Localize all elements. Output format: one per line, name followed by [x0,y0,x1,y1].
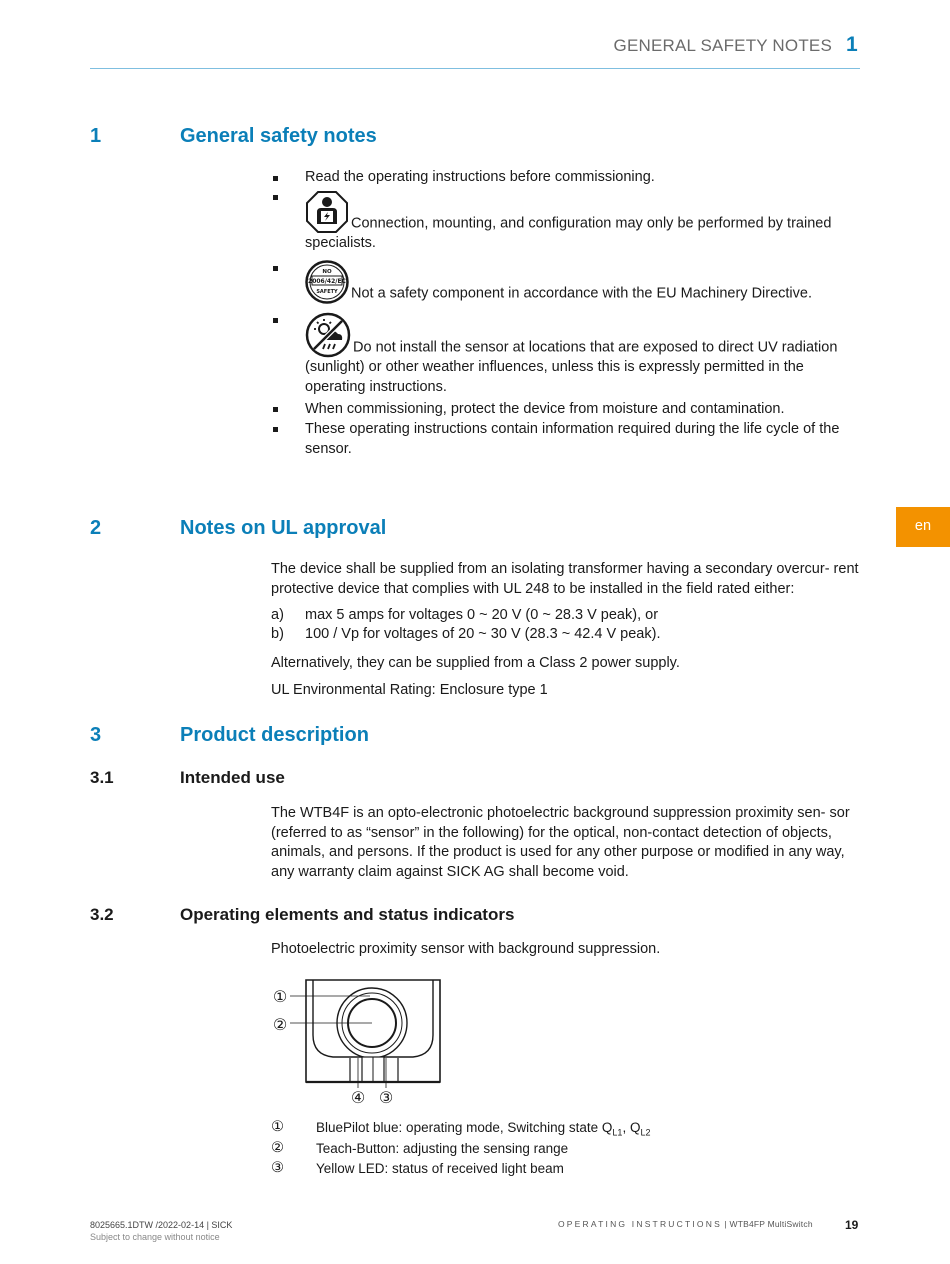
ul-rating-paragraph: UL Environmental Rating: Enclosure type 1 [271,682,548,698]
list-item: 100 / Vp for voltages of 20 ~ 30 V (28.3 ~ 42.4 V peak). [305,626,661,642]
page-number: 19 [845,1218,859,1232]
operating-elements-paragraph: Photoelectric proximity sensor with background suppression. [271,941,661,957]
bullet-marker [273,427,278,432]
ul-intro-paragraph: The device shall be supplied from an isolating transformer having a secondary overcur- rent protective device that complies with UL 248 to be installed in the field rated either: [271,561,859,597]
header-divider [90,68,860,69]
bullet-item [305,260,861,304]
bullet-marker [273,318,278,323]
footer-notice: Subject to change without notice [90,1232,220,1242]
section-1-title: General safety notes [180,125,377,147]
sensor-diagram [268,975,448,1110]
bullet-item: These operating instructions contain information required during the life cycle of the sensor. [305,421,840,457]
section-2-number: 2 [90,517,102,539]
section-3-number: 3 [90,724,102,746]
list-label: b) [271,626,284,642]
list-label: a) [271,607,284,623]
subsection-3-2-title: Operating elements and status indicators [180,905,515,924]
bullet-marker [273,195,278,200]
bullet-item [305,190,861,254]
figure-callout: ③ [378,1088,394,1107]
section-2-title: Notes on UL approval [180,517,387,539]
bullet-item: Read the operating instructions before commissioning. [305,169,655,185]
bullet-item-text: Do not install the sensor at locations that are exposed to direct UV radiation (sunlight) or other weather influences, unless this is expressly permitted in the operating instructions. [305,339,838,395]
icon-text: NO [322,269,332,275]
figure-callout: ① [272,987,288,1006]
ul-alternative-paragraph: Alternatively, they can be supplied from a Class 2 power supply. [271,655,680,671]
footer-center [558,1219,813,1229]
bullet-marker [273,176,278,181]
figure-callout: ④ [350,1088,366,1107]
list-item: max 5 amps for voltages 0 ~ 20 V (0 ~ 28.3 V peak), or [305,607,659,623]
bullet-marker [273,266,278,271]
language-tab[interactable] [896,507,950,547]
footer-product: | WTB4FP MultiSwitch [724,1219,813,1229]
subsection-3-1-number: 3.1 [90,768,114,787]
legend-item: BluePilot blue: operating mode, Switching state $Q_{L1}$, $Q_{L2}$ [316,1120,651,1138]
legend-number: ① [271,1119,284,1135]
icon-text: SAFETY [316,289,338,295]
no-safety-component-icon [305,260,349,304]
legend-number: ③ [271,1160,284,1176]
subsection-3-1-title: Intended use [180,768,285,787]
icon-text: 2006/42/EC [308,278,346,285]
footer-left [90,1219,232,1243]
footer-doc-id: 8025665.1DTW /2022-02-14 | SICK [90,1220,233,1230]
bullet-marker [273,407,278,412]
running-header-title: GENERAL SAFETY NOTES [613,36,832,55]
bullet-item [305,312,861,397]
running-header-chapter: 1 [846,33,858,56]
legend-item: Teach-Button: adjusting the sensing range [316,1141,569,1156]
section-3-title: Product description [180,724,369,746]
legend-item: Yellow LED: status of received light beam [316,1161,564,1176]
legend-number: ② [271,1140,284,1156]
subsection-3-2-number: 3.2 [90,905,114,924]
bullet-item: When commissioning, protect the device from moisture and contamination. [305,401,785,417]
intended-use-paragraph: The WTB4F is an opto-electronic photoelectric background suppression proximity sen- sor (referred to as “sensor” in the following) for the optical, non-contact detection of objects, animals, and persons. If the product is used for any other purpose or modified in any way, any warranty claim against SICK AG shall become void. [271,805,850,880]
figure-callout: ② [272,1015,288,1034]
bullet-item-text: Not a safety component in accordance with the EU Machinery Directive. [351,285,812,302]
footer-doc-type: OPERATING INSTRUCTIONS [558,1219,722,1229]
no-weather-exposure-icon [305,312,351,358]
trained-specialist-icon [305,190,349,234]
language-tab-label: en [914,518,932,534]
section-1-number: 1 [90,125,102,147]
bullet-item-text: Connection, mounting, and configuration may only be performed by trained specialists. [305,215,832,251]
